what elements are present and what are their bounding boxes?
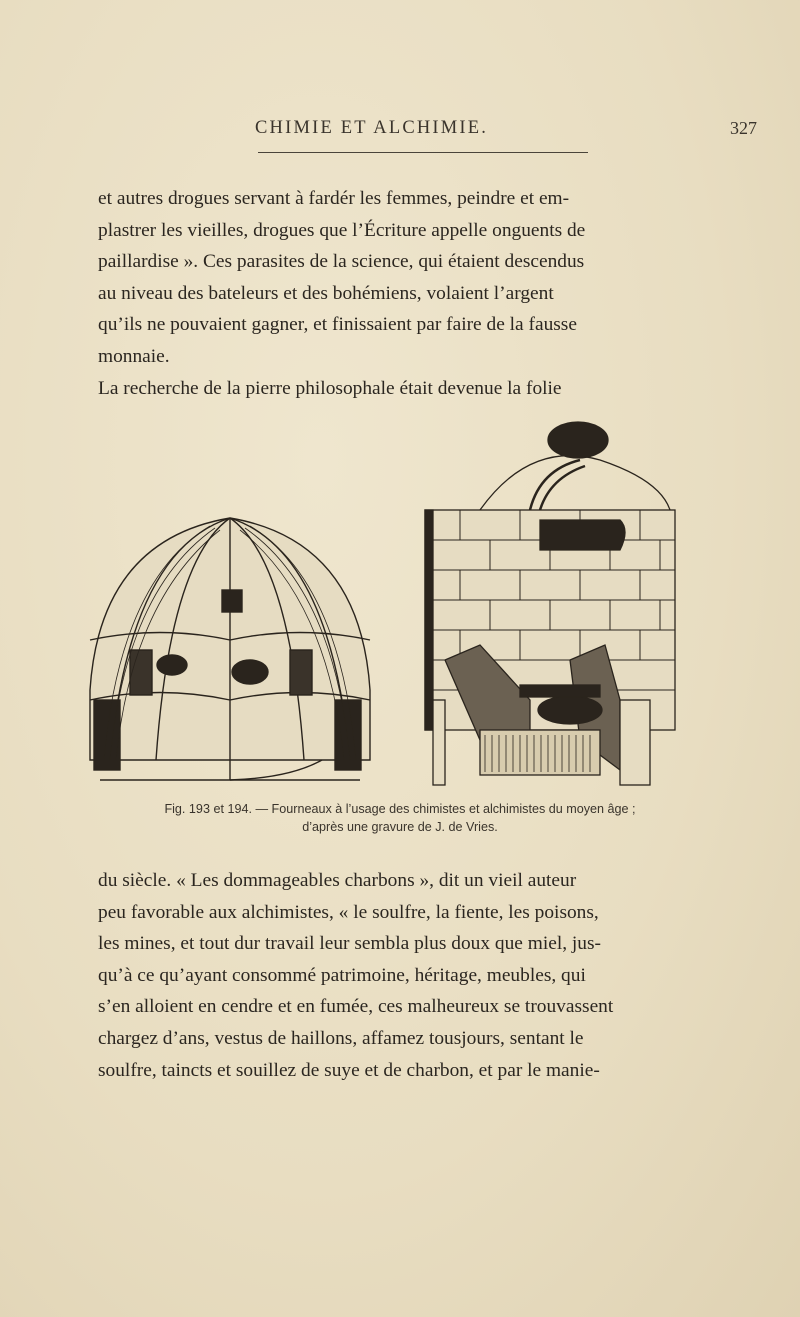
- text-line: et autres drogues servant à fardér les femmes, peindre et em-: [98, 188, 570, 209]
- brick-furnace-figure: [425, 422, 675, 785]
- text-line: les mines, et tout dur travail leur sembla plus doux que miel, jus-: [98, 933, 601, 955]
- text-line: du siècle. « Les dommageables charbons », dit un vieil auteur: [98, 870, 577, 891]
- text-line: au niveau des bateleurs et des bohémiens, volaient l’argent: [98, 282, 554, 304]
- text-line: monnaie.: [98, 345, 170, 367]
- text-line: plastrer les vieilles, drogues que l’Écriture appelle onguents de: [98, 219, 586, 241]
- text-line: chargez d’ans, vestus de haillons, affamez tousjours, sentant le: [98, 1027, 584, 1049]
- body-text-bottom: [98, 865, 684, 1086]
- running-title: CHIMIE ET ALCHIMIE.: [255, 118, 489, 138]
- text-line: qu’à ce qu’ayant consommé patrimoine, héritage, meubles, qui: [98, 964, 586, 986]
- text-line: s’en alloient en cendre et en fumée, ces malheureux se trouvassent: [98, 996, 614, 1018]
- text-line: paillardise ». Ces parasites de la science, qui étaient descendus: [98, 251, 585, 273]
- header-rule: [258, 152, 588, 153]
- caption-line-2: d’après une gravure de J. de Vries.: [302, 820, 498, 834]
- text-line: soulfre, taincts et souillez de suye et de charbon, et par le manie-: [98, 1059, 600, 1081]
- text-line: qu’ils ne pouvaient gagner, et finissaient par faire de la fausse: [98, 314, 577, 336]
- caption-line-1: Fig. 193 et 194. — Fourneaux à l’usage des chimistes et alchimistes du moyen âge ;: [164, 802, 636, 816]
- furnace-illustration: [60, 400, 740, 790]
- dome-furnace-figure: [90, 518, 370, 780]
- text-line: peu favorable aux alchimistes, « le soulfre, la fiente, les poisons,: [98, 901, 599, 923]
- text-line: La recherche de la pierre philosophale était devenue la folie: [98, 377, 562, 399]
- body-text-top: [98, 183, 684, 404]
- running-head: [0, 118, 800, 148]
- page-number: 327: [730, 118, 757, 138]
- figure-caption: [100, 800, 700, 836]
